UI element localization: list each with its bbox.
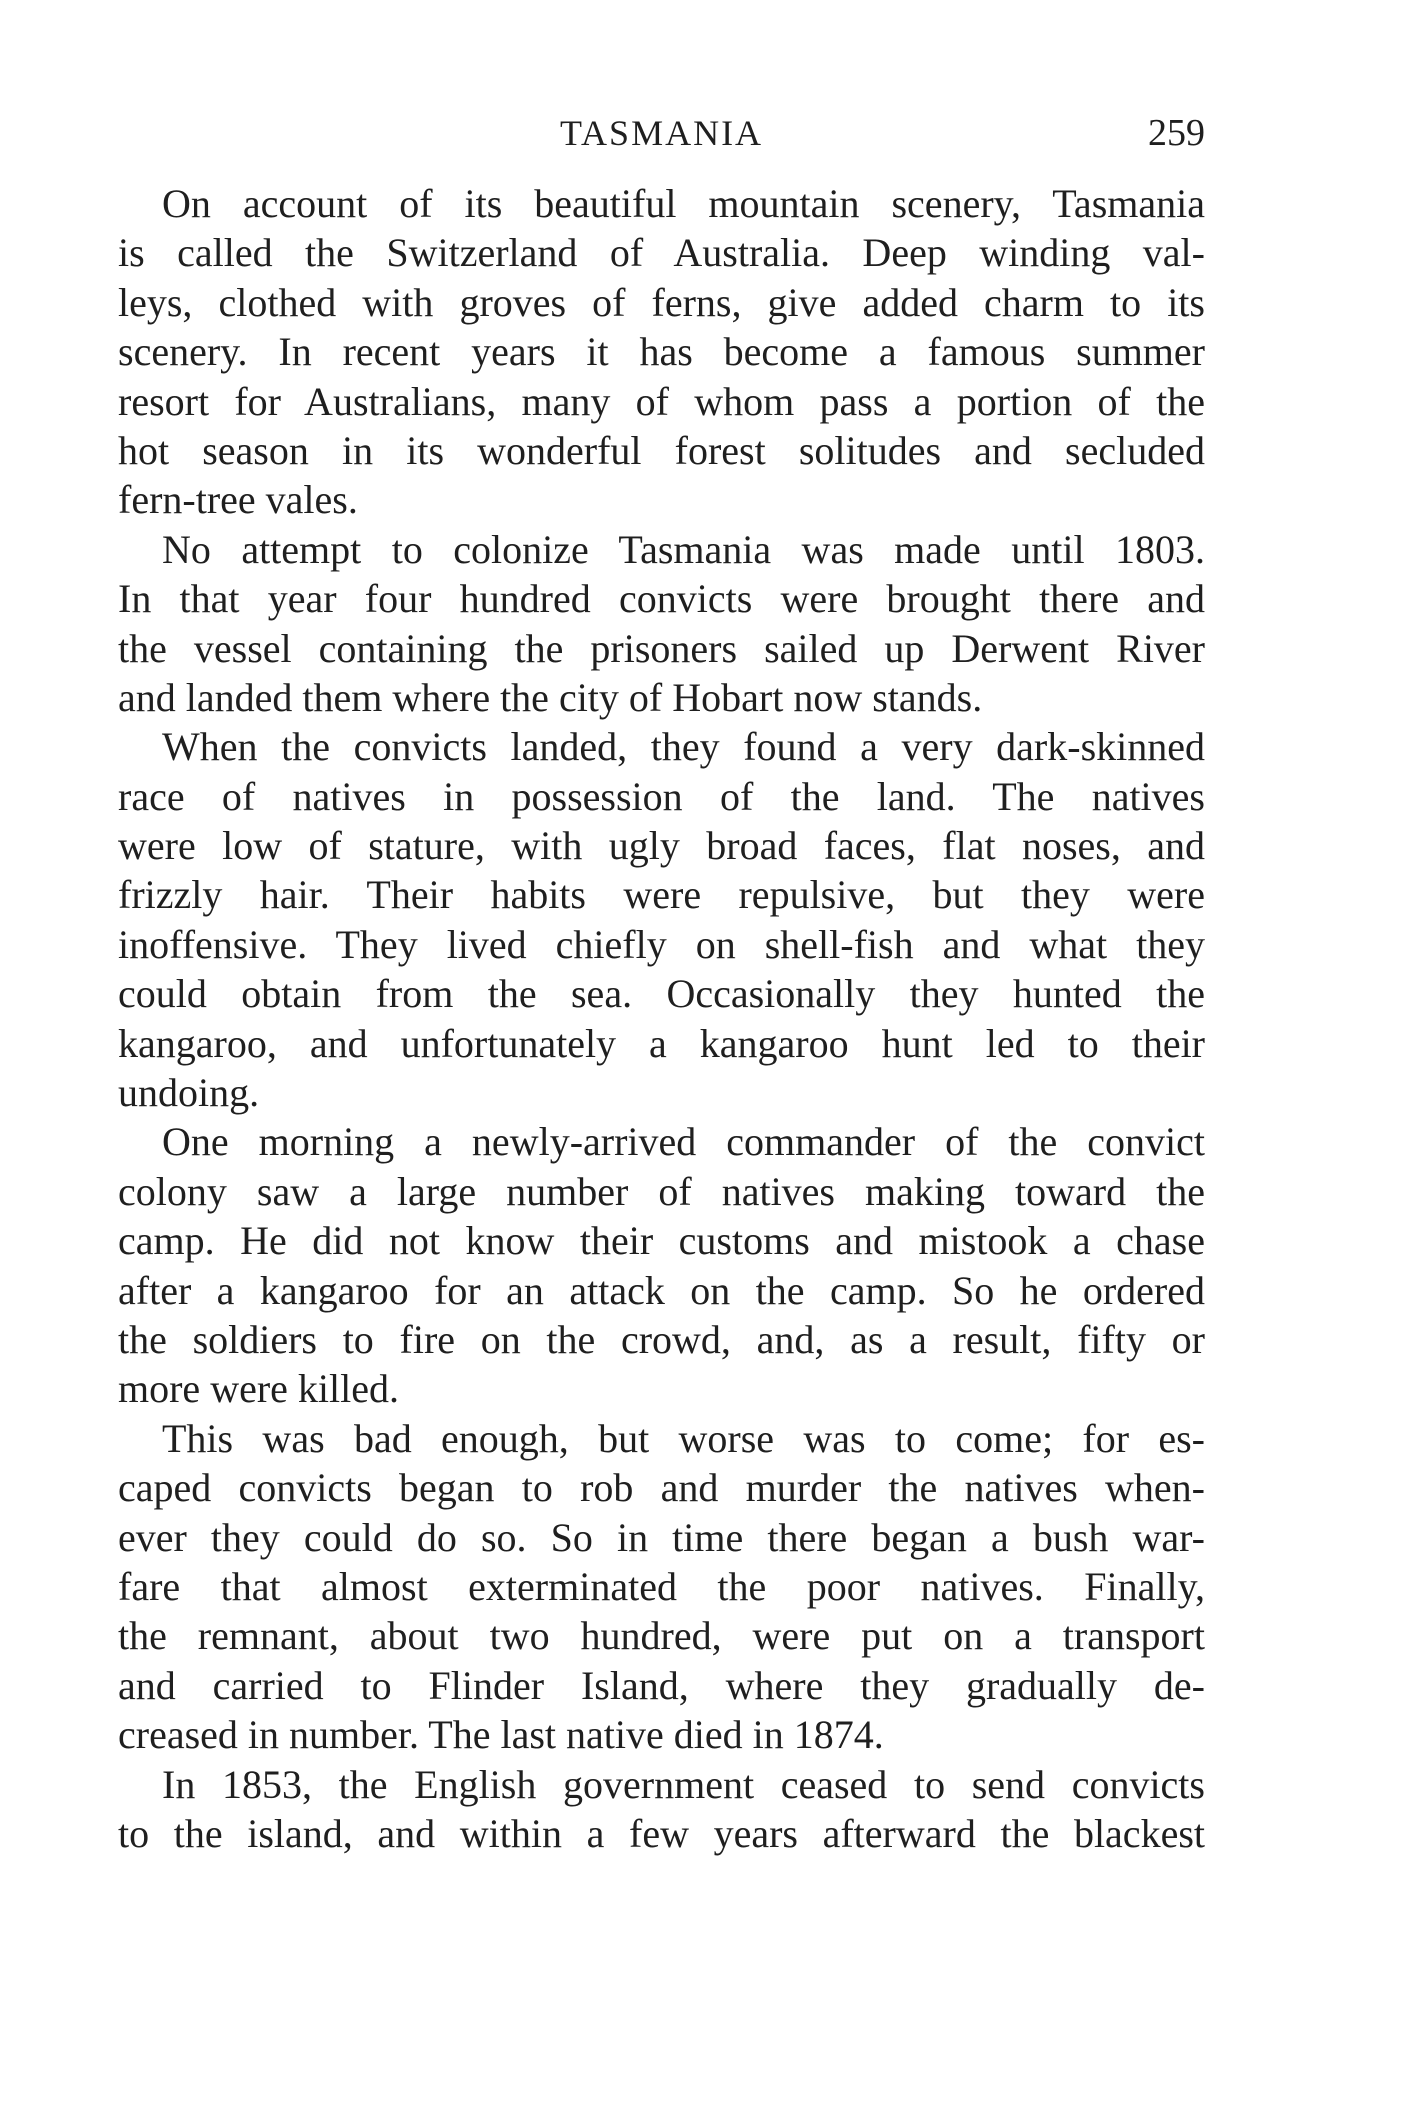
text-line: race of natives in possession of the land. The natives [118, 773, 1205, 819]
text-line: the soldiers to fire on the crowd, and, as a result, fifty or [118, 1316, 1205, 1362]
text-line: is called the Switzerland of Australia. Deep winding val- [118, 230, 1205, 276]
text-line: leys, clothed with groves of ferns, give added charm to its [118, 279, 1205, 325]
text-line: One morning a newly-arrived commander of the convict [162, 1119, 1205, 1165]
page-number: 259 [1148, 112, 1205, 154]
text-line: were low of stature, with ugly broad faces, flat noses, and [118, 823, 1205, 869]
paragraph-5 [118, 1414, 1205, 1760]
text-line: fern-tree vales. [118, 477, 358, 523]
paragraph-6 [118, 1760, 1205, 1859]
text-line: fare that almost exterminated the poor natives. Finally, [118, 1563, 1205, 1609]
paragraph-2 [118, 525, 1205, 723]
text-line: caped convicts began to rob and murder the natives when- [118, 1465, 1205, 1511]
text-line: the remnant, about two hundred, were put on a transport [118, 1613, 1205, 1659]
text-line: resort for Australians, many of whom pass a portion of the [118, 378, 1205, 424]
text-line: creased in number. The last native died in 1874. [118, 1712, 884, 1758]
text-line: This was bad enough, but worse was to come; for es- [162, 1415, 1205, 1461]
text-line: ever they could do so. So in time there began a bush war- [118, 1514, 1205, 1560]
text-line: When the convicts landed, they found a very dark-skinned [162, 724, 1205, 770]
text-line: could obtain from the sea. Occasionally they hunted the [118, 971, 1205, 1017]
text-line: inoffensive. They lived chiefly on shell-fish and what they [118, 921, 1205, 967]
text-line: colony saw a large number of natives making toward the [118, 1168, 1205, 1214]
text-line: the vessel containing the prisoners sailed up Derwent River [118, 625, 1205, 671]
text-line: more were killed. [118, 1366, 399, 1412]
paragraph-1 [118, 179, 1205, 525]
text-line: On account of its beautiful mountain scenery, Tasmania [162, 181, 1205, 226]
running-head [118, 103, 1205, 163]
text-line: scenery. In recent years it has become a famous summer [118, 329, 1205, 375]
text-line: kangaroo, and unfortunately a kangaroo hunt led to their [118, 1020, 1205, 1066]
text-line: In that year four hundred convicts were brought there and [118, 576, 1205, 622]
body-text [118, 179, 1205, 1858]
text-line: hot season in its wonderful forest solitudes and secluded [118, 427, 1205, 473]
text-line: after a kangaroo for an attack on the camp. So he ordered [118, 1267, 1205, 1313]
text-line: frizzly hair. Their habits were repulsive, but they were [118, 872, 1205, 918]
text-line: camp. He did not know their customs and mistook a chase [118, 1218, 1205, 1264]
paragraph-4 [118, 1117, 1205, 1413]
text-line: to the island, and within a few years afterward the blackest [118, 1810, 1205, 1856]
text-line: undoing. [118, 1070, 260, 1116]
text-line: In 1853, the English government ceased to send convicts [162, 1761, 1205, 1807]
paragraph-3 [118, 722, 1205, 1117]
text-line: and landed them where the city of Hobart now stands. [118, 674, 983, 720]
text-line: and carried to Flinder Island, where they gradually de- [118, 1662, 1205, 1708]
running-title: TASMANIA [559, 113, 764, 153]
text-line: No attempt to colonize Tasmania was made until 1803. [162, 526, 1205, 572]
